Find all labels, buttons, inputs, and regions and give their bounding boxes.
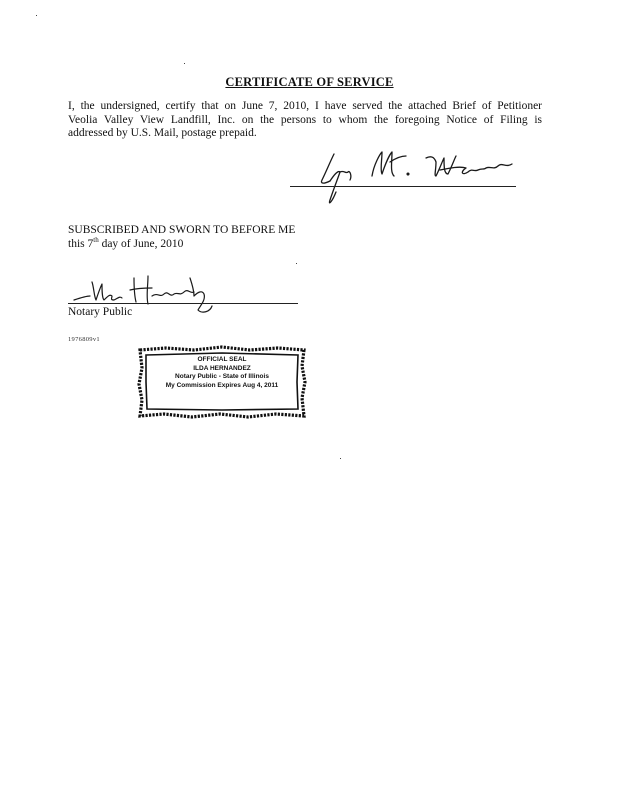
- signature-line-2: [68, 303, 298, 304]
- certification-line-1: I, the undersigned, certify that on June 7, 2010, I have served the attached Brief of Petitioner: [68, 100, 542, 112]
- document-number: 1976809v1: [68, 336, 100, 343]
- notary-public-label: Notary Public: [68, 306, 133, 318]
- subscribed-line: SUBSCRIBED AND SWORN TO BEFORE ME: [68, 224, 296, 236]
- scan-speck: [340, 458, 341, 459]
- certification-line-3: addressed by U.S. Mail, postage prepaid.: [68, 127, 257, 139]
- scan-speck: [184, 63, 185, 64]
- certification-paragraph: [68, 100, 542, 141]
- seal-text: [136, 356, 308, 390]
- seal-line-3: Notary Public - State of Illinois: [175, 373, 269, 381]
- certification-line-2: Veolia Valley View Landfill, Inc. on the persons to whom the foregoing Notice of Filing is: [68, 113, 542, 126]
- seal-line-4: My Commission Expires Aug 4, 2011: [165, 381, 279, 389]
- scan-speck: [296, 263, 297, 264]
- document-title: CERTIFICATE OF SERVICE: [225, 75, 394, 89]
- scan-speck: [36, 15, 37, 16]
- jurat: [68, 224, 295, 251]
- signer-signature: [290, 140, 530, 210]
- jurat-date: this 7th day of June, 2010: [68, 235, 184, 250]
- seal-line-1: OFFICIAL SEAL: [197, 356, 247, 363]
- seal-line-2: ILDA HERNANDEZ: [193, 364, 251, 372]
- signature-line-1: [290, 186, 516, 187]
